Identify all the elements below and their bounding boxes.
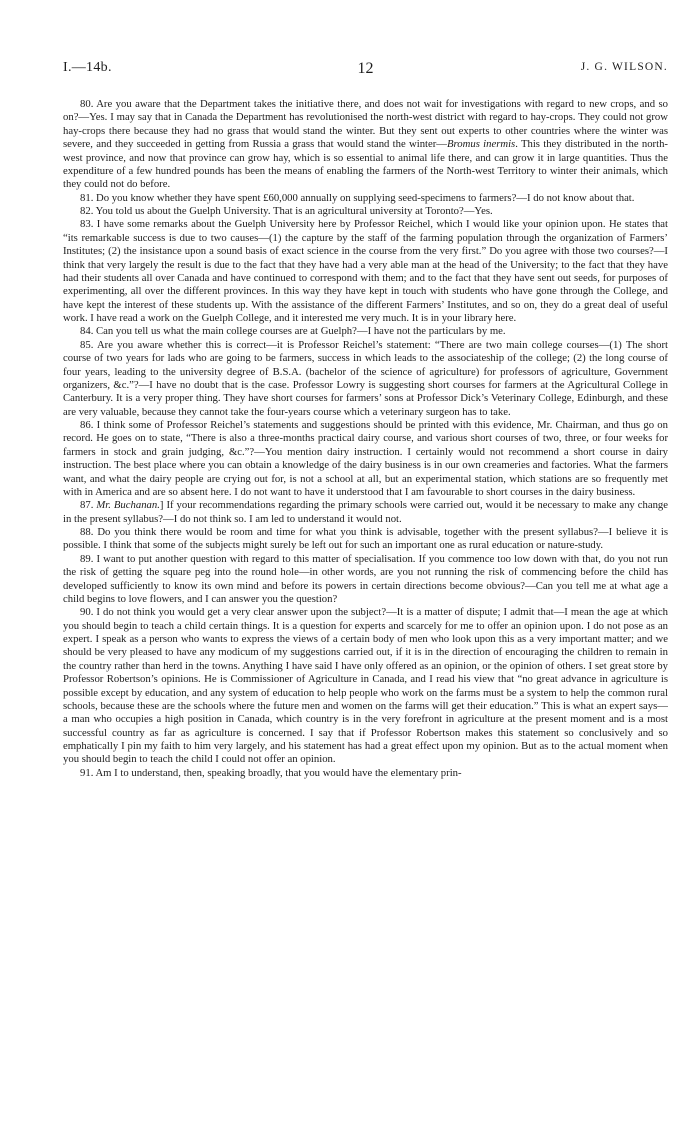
question-83: 83. I have some remarks about the Guelph University here by Professor Reichel, which I would like your opinion upon. He states that “its remarkable success is due to two causes—(1) the capture by the staff of the farming population through the organization of Farmers’ Institutes; (2) the insistance upon a sound basis of exact science in the course from the very first.” Do you agree with those two courses?—I think that very largely the result is due to the fact that they have had a very able man at the head of the University; to the fact that they have had their students all over Canada and have continued to correspond with them; and to the fact that they have sent out seeds, for purposes of experimenting, all over the different provinces. In this way they have kept in touch with students who have gone through the College, and have kept the interest of these students up. With the assistance of the different Farmers’ Institutes, and so on, they do a great deal of useful work. I have read a work on the Guelph College, and it interested me very much. It is in your library here. <box>63 218 668 324</box>
question-86: 86. I think some of Professor Reichel’s statements and suggestions should be printed with this evidence, Mr. Chairman, and thus go on record. He goes on to state, “There is also a three-months practical dairy course, and various short courses of two, three, or four weeks for farmers in stock and grain judging, &c.”?—You mention dairy instruction. I certainly would not recommend a short course in dairy instruction. The best place where you can obtain a knowledge of the dairy business is in our own creameries and factories. What the farmers want, and what the dairy people are crying out for, is not a school at all, but an experimental station, which stations are so frequently met with in America and are so absent here. I do not want to have it understood that I am favourable to short courses in the dairy business. <box>63 419 668 498</box>
page <box>63 60 668 780</box>
witness-name: J. G. WILSON. <box>580 61 668 73</box>
running-header <box>63 60 668 82</box>
question-91: 91. Am I to understand, then, speaking broadly, that you would have the elementary prin- <box>80 766 462 779</box>
question-84: 84. Can you tell us what the main college courses are at Guelph?—I have not the particulars by me. <box>80 325 506 338</box>
question-90: 90. I do not think you would get a very clear answer upon the subject?—It is a matter of dispute; I admit that—I mean the age at which you should begin to teach a child certain things. It is a question for experts and scarcely for me to offer an opinion upon. I do not pose as an expert. I speak as a person who wants to express the views of a certain body of men who look upon this as a very important matter; and we should be very pleased to have any modicum of my suggestions carried out, if it is in the direction of encouraging the children to remain in the country rather than herd in the towns. Anything I have said I have only offered as an opinion, or the opinion of others. I set great store by Professor Robertson’s opinions. He is Commissioner of Agriculture in Canada, and I read his view that “no great advance in agriculture is possible except by education, and any system of education to help people who work on the farms must be a system to help the common rural schools, because these are the schools where the future men and women on the farms will get their education.” This is what an expert says—a man who occupies a high position in Canada, which country is in the very forefront in agriculture at the present moment and is a most successful country as far as agriculture is concerned. I say that if Professor Robertson makes this statement so conclusively and so emphatically I pin my faith to him very largely, and his statement has had a great effect upon my opinion. But as to the actual moment when you should begin to teach the child I could not offer an opinion. <box>63 606 668 766</box>
question-82: 82. You told us about the Guelph University. That is an agricultural university at Toronto?—Yes. <box>80 205 493 217</box>
evidence-text <box>63 98 668 780</box>
speaker-name: Mr. Buchanan. <box>96 499 160 512</box>
question-89: 89. I want to put another question with regard to this matter of specialisation. If you commence too low down with that, do you not run the risk of getting the square peg into the round hole—in other words, are you not running the risk of commencing before the child has developed sufficiently to know its own mind and before its powers in certain directions become obvious?—Can you tell me at what age a child begins to love flowers, and I can answer you the question? <box>63 552 668 605</box>
italic-term: Bromus inermis <box>447 138 516 151</box>
paper-reference: I.—14b. <box>63 60 112 75</box>
page-number: 12 <box>357 60 374 77</box>
question-81: 81. Do you know whether they have spent £60,000 annually on supplying seed-specimens to farmers?—I do not know about that. <box>80 191 635 204</box>
question-87: 87. Mr. Buchanan.] If your recommendations regarding the primary schools were carried out, would it be necessary to make any change in the present syllabus?—I do not think so. I am led to understand it would not. <box>63 499 669 525</box>
question-88: 88. Do you think there would be room and time for what you think is advisable, together with the present syllabus?—I believe it is possible. I think that some of the subjects might surely be left out for such an important one as rural education or nature-study. <box>63 526 668 552</box>
question-85: 85. Are you aware whether this is correct—it is Professor Reichel’s statement: “There are two main college courses—(1) The short course of two years for lads who are going to be farmers, success in which leads to the associateship of the college; (2) the long course of four years, leading to the university degree of B.S.A. (bachelor of the science of agriculture) for professors of agriculture, Government organizers, &c.”?—I have no doubt that is the case. Professor Lowry is suggesting short courses for farmers at the Agricultural College in Canterbury. It is a very proper thing. They have short courses for farmers’ sons at Professor Dick’s Veterinary College, Edinburgh, and these are very valuable, because they cannot take the four-years course which a veterinary surgeon has to take. <box>63 338 668 418</box>
question-80: 80. Are you aware that the Department takes the initiative there, and does not wait for investigations with regard to new crops, and so on?—Yes. I may say that in Canada the Department has revolutionised the north-west district with regard to hay-crops. They could not grow hay-crops there because they had no grass that would stand the winter. But they sent out experts to other countries where the winter was severe, and they succeeded in getting from Russia a grass that would stand the winter—Bromus inermis. This they distributed in the north-west province, and now that province can grow hay, which is so essential to animal life there, and can grow it in large quantities. Thus the expenditure of a few hundred pounds has been the means of enabling the farmers of the North-west Territory to winter their animals, which they could not do before. <box>63 98 668 191</box>
